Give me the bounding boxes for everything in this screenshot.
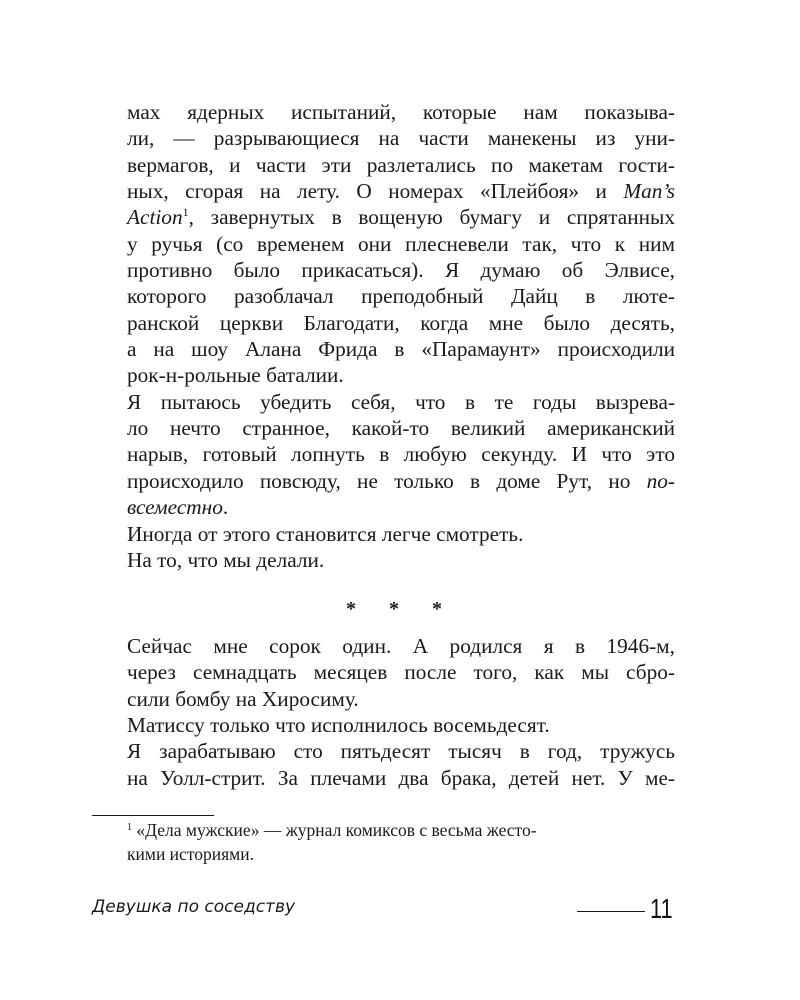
footnote-marker[interactable]: 1	[182, 205, 189, 220]
text-line: На то, что мы делали.	[127, 547, 325, 572]
text-line: Матиссу только что исполнилось восемьдесят.	[127, 713, 550, 738]
text-line: рок-н-рольные баталии.	[127, 363, 344, 388]
footnote-number: 1	[127, 822, 132, 833]
text-line: а на шоу Алана Фрида в «Парамаунт» происходили	[127, 337, 675, 362]
text-line: ло нечто странное, какой-то великий американский	[127, 416, 675, 441]
text-line: Action$^1$, завернутых в вощеную бумагу и спрятанных	[127, 205, 675, 230]
footnote-divider	[92, 815, 214, 816]
footnote-line: кими историями.	[127, 844, 254, 864]
text-line: Иногда от этого становится легче смотреть.	[127, 521, 524, 546]
text-line: ных, сгорая на лету. О номерах «Плейбоя» и Man’s	[127, 179, 675, 204]
footnote	[92, 818, 675, 866]
emphasis-cont: всеместно	[127, 495, 223, 520]
body-text-continued	[127, 633, 675, 791]
magazine-title: Man’s	[623, 179, 675, 204]
text-line: вермагов, и части эти разлетались по макетам гости-	[127, 152, 675, 177]
text-line: Я пытаюсь убедить себя, что в те годы вызрева-	[127, 389, 675, 414]
text-line: сили бомбу на Хиросиму.	[127, 686, 359, 711]
text-line: ли, — разрывающиеся на части манекены из уни-	[127, 126, 675, 151]
emphasis: по-	[646, 468, 675, 493]
text-line: на Уолл-стрит. За плечами два брака, детей нет. У ме-	[127, 765, 675, 790]
text-line: противно было прикасаться). Я думаю об Элвисе,	[127, 258, 675, 283]
text-line: ранской церкви Благодати, когда мне было десять,	[127, 310, 675, 335]
running-title: Девушка по соседству	[92, 897, 296, 917]
section-separator: * * *	[346, 598, 456, 620]
magazine-title-cont: Action	[127, 205, 183, 230]
text-line: нарыв, готовый лопнуть в любую секунду. И что это	[127, 442, 675, 467]
text-line: которого разоблачал преподобный Дайц в люте-	[127, 284, 675, 309]
footnote-line: $^1$ «Дела мужские» — журнал комиксов с весьма жесто-	[127, 820, 537, 840]
body-text	[127, 99, 675, 573]
text-line: мах ядерных испытаний, которые нам показыва-	[127, 100, 675, 124]
text-line: у ручья (со временем они плесневели так, что к ним	[127, 231, 675, 256]
text-line: происходило повсюду, не только в доме Рут, но по-	[127, 468, 675, 493]
text-line: Я зарабатываю сто пятьдесят тысяч в год, тружусь	[127, 739, 675, 764]
text-line: Сейчас мне сорок один. А родился я в 1946-м,	[127, 634, 675, 658]
page-number: 11	[650, 893, 673, 924]
text-line: всеместно.	[127, 495, 229, 520]
text-line: через семнадцать месяцев после того, как мы сбро-	[127, 660, 675, 685]
folio-rule	[577, 911, 645, 912]
